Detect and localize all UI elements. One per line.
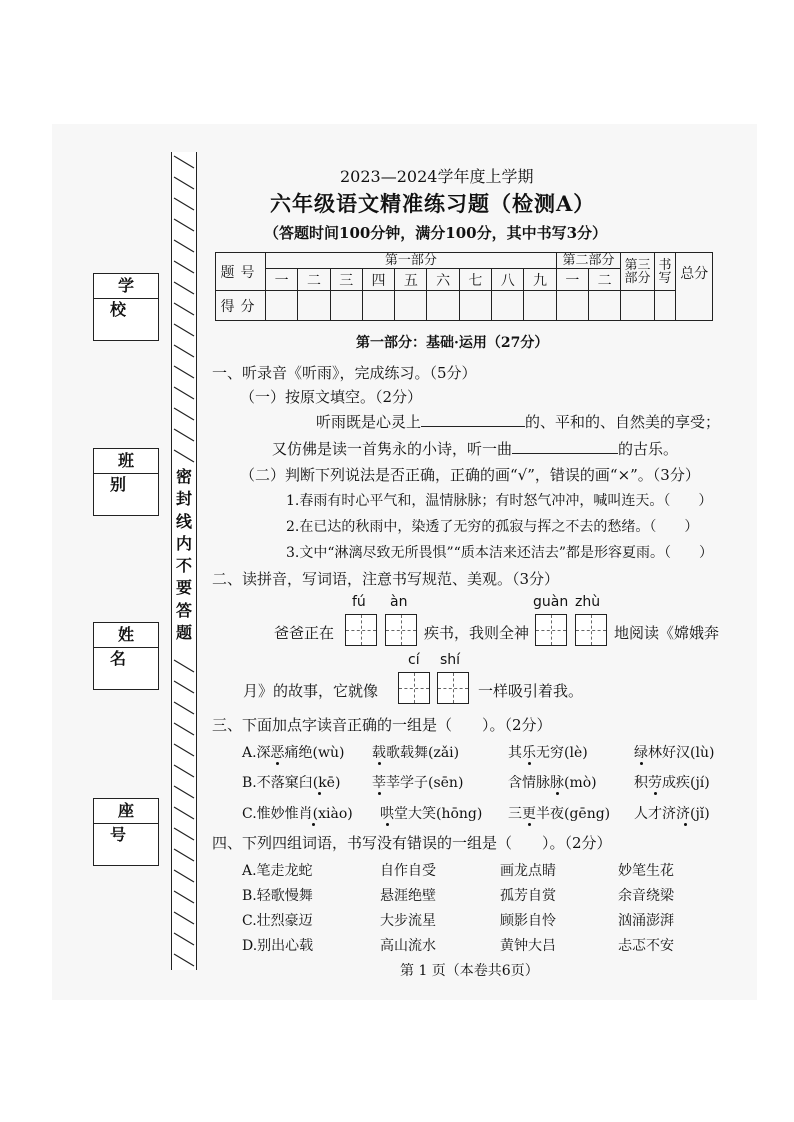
q3-option: B.不落窠臼(kē) [242,775,341,791]
emphasis-dot [318,792,321,795]
q4-option: D.别出心载 [242,938,314,954]
score-cell[interactable] [395,291,427,321]
q3-option: 其乐无穷(lè) [508,745,588,761]
character-grid[interactable] [398,672,430,704]
seat-label: 座 号 [94,799,158,824]
total-header: 总分 [676,253,713,321]
seal-char: 题 [175,623,192,643]
character-grid[interactable] [345,614,377,646]
col-header: 四 [362,269,394,291]
q2-text: 爸爸正在 [274,624,335,642]
hatch-line [174,303,194,315]
character-grid[interactable] [535,614,567,646]
class-box [93,448,159,516]
row-label-number: 题号 [216,253,266,291]
emphasis-dot [556,792,559,795]
character-grid[interactable] [385,614,417,646]
score-cell[interactable] [459,291,491,321]
score-cell[interactable] [362,291,394,321]
name-box [93,622,159,690]
seal-char: 内 [175,533,192,553]
seal-warning-text [174,466,194,644]
q1-title: 一、听录音《听雨》，完成练习。（5分） [212,364,477,382]
seal-char: 要 [175,578,192,598]
hatch-line [174,324,194,336]
page-footer: 第 1 页（本卷共6页） [400,963,539,979]
answer-blank[interactable] [512,453,618,454]
hatch-line [174,282,194,294]
q1-sub2: （二）判断下列说法是否正确，正确的画“√”，错误的画“×”。（3分） [240,466,700,484]
emphasis-dot [378,792,381,795]
q2-text: 疾书，我则全神 [424,624,530,642]
hatch-line [174,849,194,861]
col-header: 九 [524,269,556,291]
q4-option: C.壮烈豪迈 [242,913,313,929]
q1-item: 3.文中“淋漓尽致无所畏惧”“质本洁来还洁去”都是形容夏雨。（ ） [286,545,713,561]
q3-option: 积劳成疾(jí) [634,775,710,791]
seat-box [93,798,159,866]
q4-option: 高山流水 [380,938,436,954]
exam-subtitle: （答题时间100分钟，满分100分，其中书写3分） [264,224,608,242]
emphasis-dot [378,762,381,765]
writing-header: 书写 [654,253,676,291]
score-cell[interactable] [298,291,330,321]
col-header: 一 [556,269,588,291]
hatch-line [174,156,194,168]
part3-header: 第三部分 [621,253,654,291]
seal-char: 答 [175,600,192,620]
part1-header: 第一部分 [266,253,557,269]
score-cell[interactable] [556,291,588,321]
hatch-line [174,660,194,672]
emphasis-dot [654,792,657,795]
part2-header: 第二部分 [556,253,621,269]
section-title: 第一部分：基础·运用（27分） [356,335,549,351]
q4-option: 大步流星 [380,913,436,929]
q4-option: 孤芳自赏 [500,888,556,904]
name-label: 姓 名 [94,623,158,648]
pinyin: fú [352,594,366,610]
page-title: 六年级语文精准练习题（检测A） [270,191,596,216]
hatch-line [174,429,194,441]
school-year: 2023—2024学年度上学期 [340,167,534,186]
hatch-line [174,681,194,693]
seal-char: 密 [175,467,192,486]
hatch-line [174,723,194,735]
hatch-line [174,828,194,840]
q4-option: 自作自受 [380,863,436,879]
character-grid[interactable] [575,614,607,646]
q1-item: 2.在已达的秋雨中，染透了无穷的孤寂与挥之不去的愁绪。（ ） [286,519,699,535]
col-header: 七 [459,269,491,291]
emphasis-dot [312,823,315,826]
emphasis-dot [684,823,687,826]
seal-char: 不 [175,556,192,576]
q1-sub1: （一）按原文填空。（2分） [240,388,423,406]
hatch-line [174,933,194,945]
answer-blank[interactable] [421,426,525,427]
hatch-line [174,240,194,252]
score-cell[interactable] [654,291,676,321]
q3-option: C.惟妙惟肖(xiào) [242,806,353,822]
character-grid[interactable] [437,672,469,704]
hatch-line [174,891,194,903]
hatch-line [174,765,194,777]
hatch-line [174,912,194,924]
pinyin: cí [408,652,420,668]
row-label-score: 得分 [216,291,266,321]
q4-option: 黄钟大吕 [500,938,556,954]
q2-text: 月》的故事，它就像 [243,682,379,700]
q4-option: 汹涌澎湃 [618,913,674,929]
q4-option: 悬涯绝壁 [380,888,436,904]
hatch-line [174,177,194,189]
hatch-line [174,744,194,756]
score-cell[interactable] [588,291,620,321]
q3-option: 载歌载舞(zǎi) [372,745,460,761]
emphasis-dot [640,762,643,765]
q4-option: 余音绕梁 [618,888,674,904]
q1-line2-end: 的古乐。 [618,440,679,458]
emphasis-dot [528,823,531,826]
q2-text: 地阅读《嫦娥奔 [614,624,720,642]
emphasis-dot [528,762,531,765]
col-header: 八 [492,269,524,291]
q4-option: 忐忑不安 [618,938,674,954]
hatch-line [174,366,194,378]
q1-item: 1.春雨有时心平气和，温情脉脉；有时怒气冲冲，喊叫连天。（ ） [286,493,713,509]
q1-line1-start: 听雨既是心灵上 [316,413,422,431]
hatch-line [174,870,194,882]
score-cell[interactable] [427,291,459,321]
q4-option: A.笔走龙蛇 [242,863,313,879]
pinyin: guàn [533,594,569,610]
pinyin: zhù [575,594,601,610]
q4-option: 妙笔生花 [618,863,674,879]
score-table [215,252,713,321]
q4-title: 四、下列四组词语，书写没有错误的一组是（ ）。（2分） [212,834,612,852]
col-header: 三 [330,269,362,291]
hatch-line [174,450,194,462]
score-cell[interactable] [621,291,654,321]
score-cell[interactable] [330,291,362,321]
q3-option: 哄堂大笑(hōng) [380,806,483,822]
score-cell[interactable] [266,291,298,321]
q1-fill-line1 [316,411,720,432]
q2-text: 一样吸引着我。 [478,682,584,700]
school-box [93,273,159,341]
hatch-line [174,261,194,273]
q1-line1-end: 的、平和的、自然美的享受； [525,413,721,431]
pinyin: àn [390,594,408,610]
q2-title: 二、读拼音，写词语，注意书写规范、美观。（3分） [212,570,560,588]
col-header: 一 [266,269,298,291]
q4-option: 画龙点睛 [500,863,556,879]
hatch-line [174,786,194,798]
col-header: 二 [298,269,330,291]
score-cell[interactable] [524,291,556,321]
col-header: 六 [427,269,459,291]
score-cell[interactable] [492,291,524,321]
hatch-line [174,954,194,966]
col-header: 二 [588,269,620,291]
emphasis-dot [386,823,389,826]
seal-char: 线 [175,511,192,531]
q1-line2-start: 又仿佛是读一首隽永的小诗，听一曲 [272,440,513,458]
hatch-line [174,219,194,231]
hatch-line [174,408,194,420]
q3-title: 三、下面加点字读音正确的一组是（ ）。（2分） [212,716,552,734]
hatch-line [174,807,194,819]
seal-char: 封 [175,489,192,509]
q1-fill-line2 [272,438,678,459]
q3-option: 莘莘学子(sēn) [372,775,464,791]
hatch-line [174,702,194,714]
hatch-line [174,198,194,210]
school-label: 学 校 [94,274,158,299]
hatch-line [174,345,194,357]
q3-option: 含情脉脉(mò) [508,775,597,791]
hatch-line [174,387,194,399]
col-header: 五 [395,269,427,291]
class-label: 班 别 [94,449,158,474]
q3-option: A.深恶痛绝(wù) [242,745,345,761]
q3-option: 绿林好汉(lù) [634,745,715,761]
q4-option: B.轻歌慢舞 [242,888,313,904]
emphasis-dot [276,762,279,765]
q3-option: 三更半夜(gēng) [508,806,611,822]
q3-option: 人才济济(jǐ) [634,806,710,822]
q4-option: 顾影自怜 [500,913,556,929]
pinyin: shí [440,652,461,668]
